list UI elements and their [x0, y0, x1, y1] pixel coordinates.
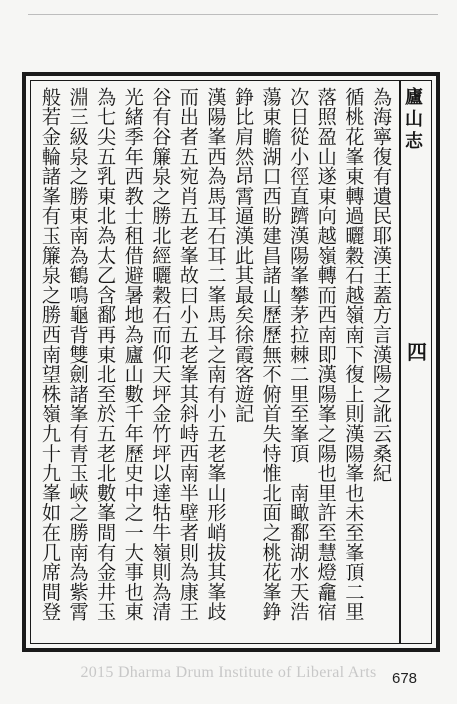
text-column-1: 為海寧復有遺民耶漢王蓋方言漢陽之訛云桑紀: [369, 87, 393, 483]
text-column-11: 為七尖五乳東北為太乙含鄱再東北至於五老北數峯間有金井玉: [94, 87, 118, 622]
text-column-2: 循桃花峯東轉過曬穀石越嶺南下復上則漢陽峯也未至峯頂二里: [342, 87, 366, 622]
text-frame: [22, 72, 440, 652]
margin-title: 廬山志: [402, 87, 423, 153]
text-column-5: 蕩東瞻湖口西盼建昌諸山歷歷無不俯首失恃惟北面之桃花峯錚: [259, 87, 283, 622]
text-column-12: 淵三級泉之勝東南為鶴鳴龜背雙劍諸峯有青玉峽之勝南為紫霄: [66, 87, 90, 622]
text-column-10: 光緒季年西教士租借避暑地為廬山數千年歷史中之一大事也東: [121, 87, 145, 622]
text-frame-inner: [30, 80, 432, 644]
text-column-7: 漢陽峯西為馬耳石耳二峯馬耳之南有小五老峯山形峭拔其峯歧: [204, 87, 228, 622]
margin-column: [399, 81, 431, 643]
text-column-13: 般若金輪諸峯有玉簾泉之勝西南望株嶺九十九峯如在几席間登: [39, 87, 62, 622]
text-column-6: 錚比肩然昂霄逼漢此其最矣徐霞客遊記: [232, 87, 256, 424]
text-column-9: 谷有谷簾泉之勝北經曬穀石而仰天坪金竹坪以達牯牛嶺則為清: [149, 87, 173, 622]
text-column-4: 次日從小徑直躋漢陽峯攀茅拉棘二里至峯頂 南瞰鄱湖水天浩: [287, 87, 311, 622]
text-columns: [37, 87, 395, 637]
page-number: 678: [392, 670, 418, 687]
section-number: 四: [407, 340, 427, 364]
text-column-3: 落照盈山遂東向越嶺轉而西南即漢陽峯之陽也里許至慧燈龕宿: [314, 87, 338, 622]
watermark: 2015 Dharma Drum Institute of Liberal Arts: [80, 664, 377, 681]
torn-top-strip: [28, 14, 438, 63]
text-column-8: 而出者五宛肖五老峯故曰小五老峯其斜峙西南半壁者則為康王: [176, 87, 200, 622]
